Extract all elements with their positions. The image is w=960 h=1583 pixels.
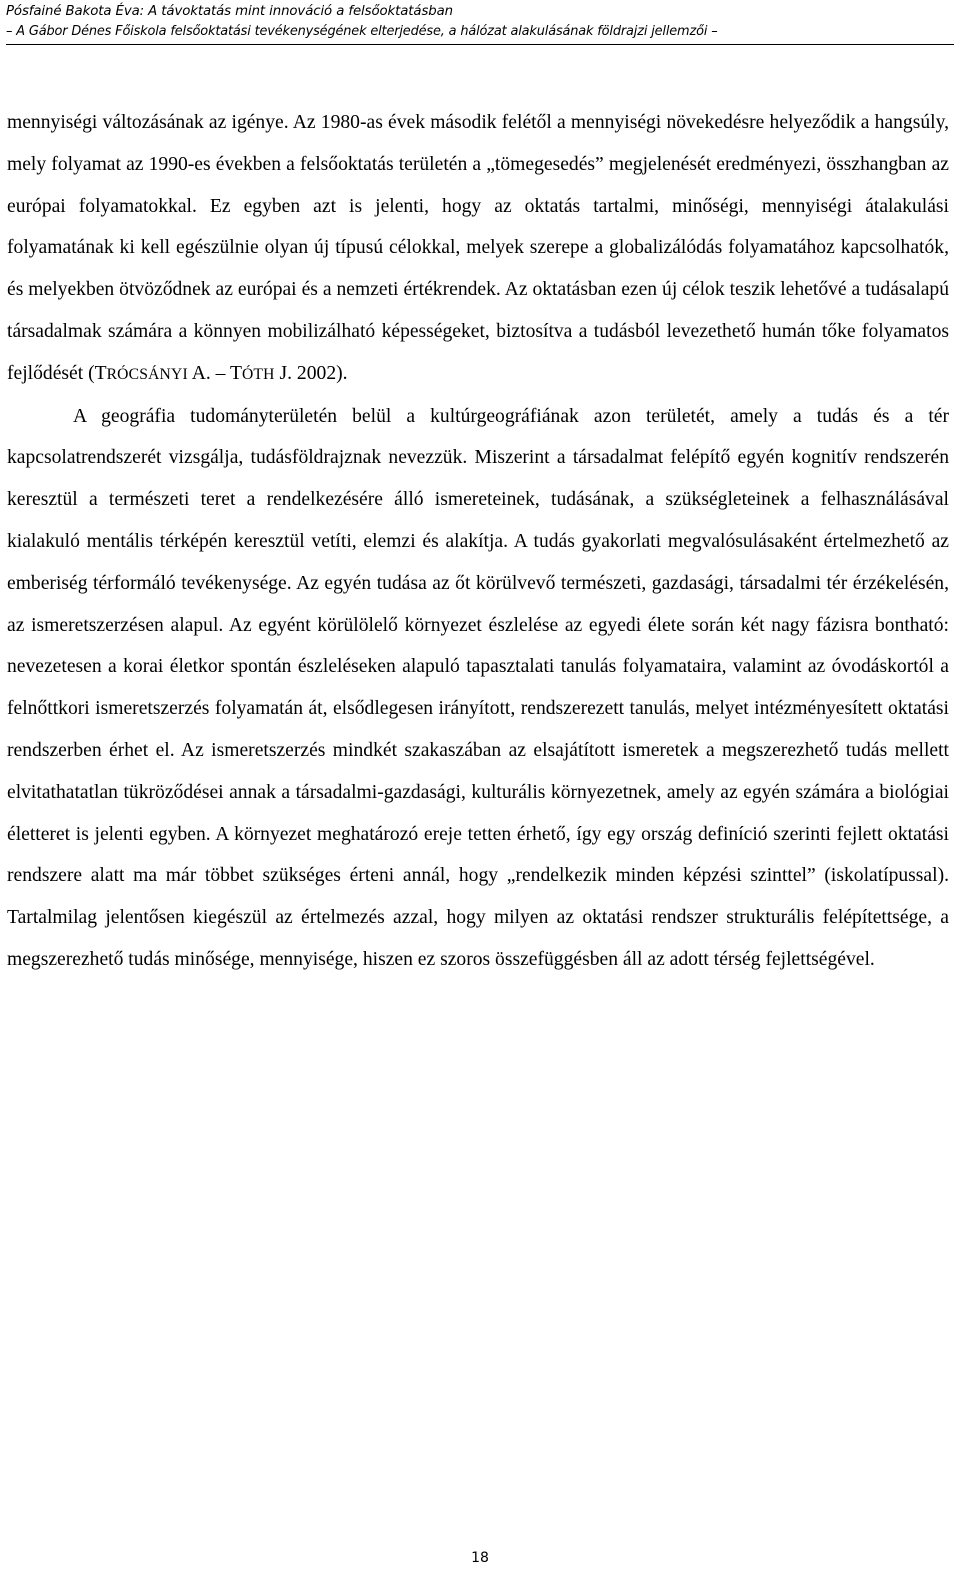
citation-author-2-rest: ÓTH <box>241 365 275 383</box>
page-number: 18 <box>471 1550 489 1566</box>
running-header <box>6 2 954 42</box>
citation-middle: A. – <box>187 362 230 384</box>
header-divider <box>6 44 954 45</box>
header-subtitle-line: – A Gábor Dénes Főiskola felsőoktatási tevékenységének elterjedése, a hálózat alakulásának földrajzi jellemzői – <box>6 24 718 39</box>
paragraph-1-text: mennyiségi változásának az igénye. Az 1980-as évek második felétől a mennyiségi növekedésre helyeződik a hangsúly, mely folyamat az 1990-es években a felsőoktatás területén a „tömegesedés” megjelenését eredményezi, összhangban az európai folyamatokkal. Ez egyben azt is jelenti, hogy az oktatás tartalmi, minőségi, mennyiségi átalakulási folyamatának ki kell egészülnie olyan új típusú célokkal, melyek szerepe a globalizálódás folyamatához kapcsolhatók, és melyekben ötvöződnek az európai és a nemzeti értékrendek. Az oktatásban ezen új célok teszik lehetővé a tudásalapú társadalmak számára a könnyen mobilizálható képességeket, biztosítva a tudásból levezethető humán tőke folyamatos fejlődését ( <box>7 112 949 384</box>
paragraph-2: A geográfia tudományterületén belül a kultúrgeográfiának azon területét, amely a tudás és a tér kapcsolatrendszerét vizsgálja, tudásföldrajznak nevezzük. Miszerint a társadalmat felépítő egyén kognitív rendszerén keresztül a természeti teret a rendelkezésére álló ismereteinek, tudásának, a szükségleteinek a felhasználásával kialakuló mentális térképén keresztül vetíti, elemzi és alakítja. A tudás gyakorlati megvalósulásaként értelmezhető az emberiség térformáló tevékenysége. Az egyén tudása az őt körülvevő természeti, gazdasági, társadalmi tér érzékelésén, az ismeretszerzésen alapul. Az egyént körülölelő környezet észlelése az egyedi élete során két nagy fázisra bontható: nevezetesen a korai életkor spontán észleléseken alapuló tapasztalati tanulás folyamataira, valamint az óvodáskortól a felnőttkori ismeretszerzés folyamatán át, elsődlegesen irányított, rendszerezett tanulás, melyet intézményesített oktatási rendszerben érhet el. Az ismeretszerzés mindkét szakaszában az elsajátított ismeretek a megszerezhető tudás mellett elvitathatatlan tükröződései annak a társadalmi-gazdasági, kulturális környezetnek, amely az egyén számára a biológiai életteret is jelenti egyben. A környezet meghatározó ereje tetten érhető, így egy ország definíció szerinti fejlett oktatási rendszere alatt ma már többet szükséges érteni annál, hogy „rendelkezik minden képzési szinttel” (iskolatípussal). Tartalmilag jelentősen kiegészül az értelmezés azzal, hogy milyen az oktatási rendszer strukturális felépítettsége, a megszerezhető tudás minősége, mennyisége, hiszen ez szoros összefüggésben áll az adott térség fejlettségével. <box>7 405 949 970</box>
citation-tail: J. 2002). <box>274 362 348 384</box>
citation-author-2-initial: T <box>229 362 242 384</box>
paragraph-1 <box>7 102 949 396</box>
citation-author-1-initial: T <box>94 362 107 384</box>
citation-author-1-rest: RÓCSÁNYI <box>106 365 188 383</box>
body-text <box>7 102 949 981</box>
header-title-line: Pósfainé Bakota Éva: A távoktatás mint innováció a felsőoktatásban <box>6 4 454 19</box>
